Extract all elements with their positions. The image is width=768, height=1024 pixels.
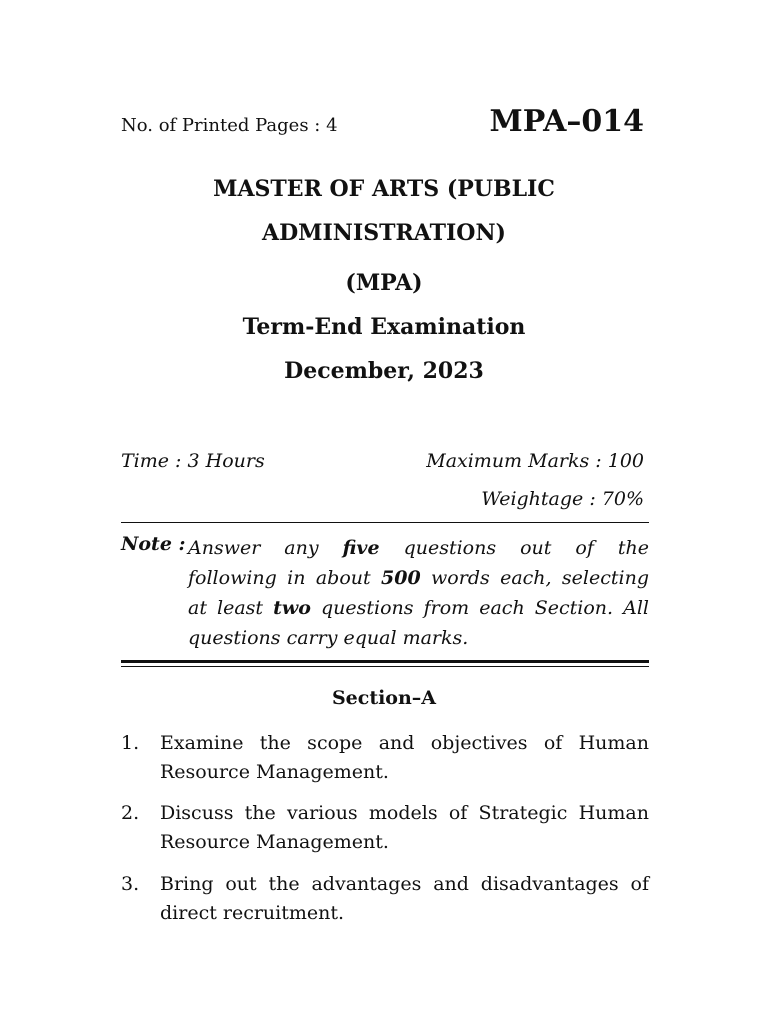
divider-double-top [121, 660, 649, 663]
exam-date: December, 2023 [284, 358, 484, 384]
section-heading: Section–A [331, 687, 437, 709]
note-emphasis-500: 500 [381, 567, 421, 589]
divider-top [121, 522, 649, 523]
printed-pages-count: No. of Printed Pages : 4 [121, 115, 338, 136]
programme-title-line-1: MASTER OF ARTS (PUBLIC [213, 176, 555, 202]
maximum-marks: Maximum Marks : 100 [426, 450, 644, 472]
question-number: 1. [121, 732, 140, 754]
question-number: 3. [121, 873, 140, 895]
course-code: MPA–014 [489, 104, 644, 139]
question-text: Examine the scope and objectives of Human Resource Management. [160, 732, 649, 783]
programme-abbreviation: (MPA) [345, 270, 423, 296]
exam-type: Term-End Examination [242, 314, 526, 340]
note-emphasis-five: five [342, 537, 380, 559]
exam-duration: Time : 3 Hours [121, 450, 265, 472]
note-line-4: questions carry equal marks. [188, 627, 469, 649]
note-line-2: following in about 500 words each, selecting [188, 567, 649, 589]
question-text: Bring out the advantages and disadvantages of direct recruitment. [160, 873, 649, 924]
note-instructions [188, 533, 649, 653]
programme-title-line-2: ADMINISTRATION) [262, 220, 506, 246]
question-text: Discuss the various models of Strategic Human Resource Management. [160, 802, 649, 853]
note-line-3: at least two questions from each Section. All [188, 597, 650, 619]
weightage: Weightage : 70% [481, 488, 644, 510]
divider-double-bottom [121, 666, 649, 667]
note-emphasis-two: two [273, 597, 311, 619]
question-number: 2. [121, 802, 140, 824]
note-line-1: Answer any five questions out of the [188, 537, 649, 559]
note-label: Note : [121, 533, 186, 555]
